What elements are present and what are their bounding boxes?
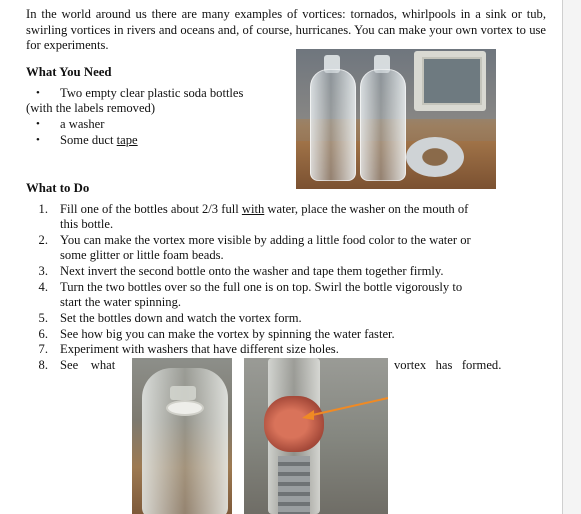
step-number: 4. — [38, 280, 48, 294]
step-3: Next invert the second bottle onto the washer and tape them together firmly. — [60, 264, 444, 278]
bullet-icon: • — [36, 134, 40, 146]
step-6: See how big you can make the vortex by spinning the water faster. — [60, 327, 395, 341]
step-1 — [60, 202, 512, 217]
step-number: 3. — [38, 264, 48, 278]
what-to-do-heading: What to Do — [26, 181, 90, 195]
step-1-continuation: this bottle. — [60, 217, 114, 231]
list-item: a washer — [60, 117, 105, 131]
list-item: Two empty clear plastic soda bottles — [60, 86, 244, 100]
list-item-continuation: (with the labels removed) — [26, 101, 156, 115]
step-text: Fill one of the bottles about 2/3 full — [60, 202, 242, 216]
step-8-left: See what — [60, 358, 116, 372]
washer-bottle-photo — [132, 358, 232, 514]
list-item — [60, 133, 138, 148]
bottles-photo — [296, 49, 496, 189]
step-4-continuation: start the water spinning. — [60, 295, 182, 309]
step-7: Experiment with washers that have different size holes. — [60, 342, 339, 356]
step-number: 7. — [38, 342, 48, 356]
with-link[interactable]: with — [241, 202, 265, 216]
step-number: 8. — [38, 358, 48, 372]
step-2: You can make the vortex more visible by adding a little food color to the water or — [60, 233, 471, 247]
step-5: Set the bottles down and watch the vortex form. — [60, 311, 302, 325]
step-number: 6. — [38, 327, 48, 341]
step-number: 5. — [38, 311, 48, 325]
list-item-text: Some duct — [60, 133, 117, 147]
step-number: 1. — [38, 202, 48, 216]
step-text: water, place the washer on the mouth of — [264, 202, 469, 216]
intro-paragraph: In the world around us there are many examples of vortices: tornados, whirlpools in a sink or tub, swirling vortices in rivers and oceans and, of course, hurricanes. You can make your own vortex to use for experiments. — [26, 7, 546, 52]
step-4: Turn the two bottles over so the full one is on top. Swirl the bottle vigorously to — [60, 280, 463, 294]
vortex-photo — [244, 358, 388, 514]
what-you-need-heading: What You Need — [26, 65, 112, 79]
step-8-right: vortex has formed. — [394, 358, 502, 372]
page-gutter — [563, 0, 581, 514]
bullet-icon: • — [36, 118, 40, 130]
arrow-icon — [300, 396, 388, 422]
tape-link[interactable]: tape — [116, 133, 138, 147]
bullet-icon: • — [36, 87, 40, 99]
step-number: 2. — [38, 233, 48, 247]
step-2-continuation: some glitter or little foam beads. — [60, 248, 224, 262]
